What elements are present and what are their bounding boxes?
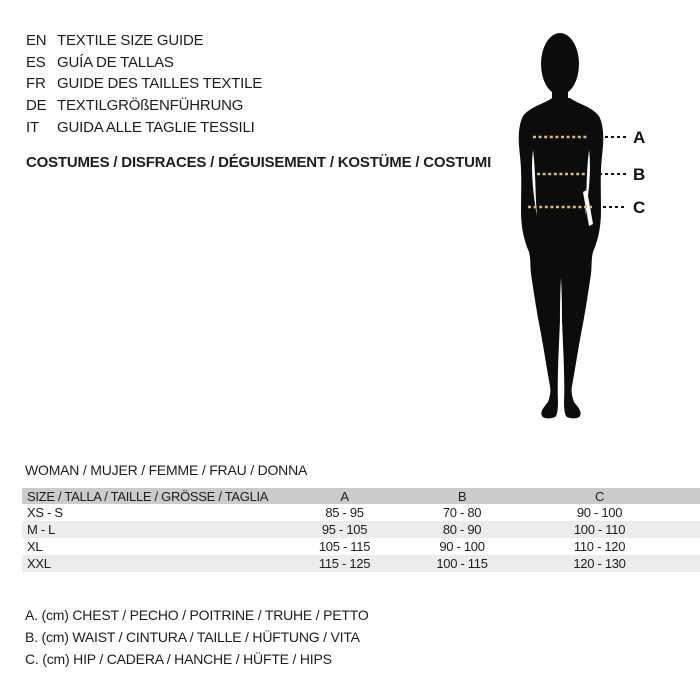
hip-range-cell: 90 - 100	[576, 505, 623, 520]
female-silhouette-figure	[513, 28, 693, 428]
hip-range-cell: 110 - 120	[573, 539, 626, 554]
marker-letter-b: B	[633, 165, 646, 184]
measurement-legend	[25, 604, 369, 670]
language-label: GUÍA DE TALLAS	[57, 53, 174, 71]
hip-range-cell: 120 - 130	[522, 555, 700, 572]
language-list	[26, 30, 262, 139]
language-row	[26, 117, 262, 139]
language-label: TEXTILE SIZE GUIDE	[57, 32, 204, 49]
marker-letter-c: C	[633, 198, 646, 217]
language-code: DE	[26, 97, 47, 115]
size-cell: XXL	[22, 555, 287, 572]
table-row	[22, 521, 700, 538]
size-cell: XS - S	[27, 505, 63, 520]
legend-line-waist: B. (cm) WAIST / CINTURA / TAILLE / HÜFTUNG / VITA	[25, 629, 360, 645]
size-cell: M - L	[22, 521, 287, 538]
language-row	[26, 30, 262, 52]
table-row	[22, 504, 700, 521]
waist-range-cell: 70 - 80	[442, 505, 482, 520]
chest-range-cell: 115 - 125	[287, 555, 402, 572]
language-row	[26, 73, 262, 95]
language-code: IT	[26, 118, 39, 136]
language-row	[26, 52, 262, 74]
size-table-col-b-header: B	[402, 488, 522, 504]
chest-range-cell: 95 - 105	[287, 521, 402, 538]
waist-range-cell: 100 - 115	[402, 555, 522, 572]
table-row	[22, 555, 700, 572]
marker-letter-a: A	[633, 128, 646, 147]
size-table-col-c-header: C	[522, 488, 700, 504]
legend-line-hip: C. (cm) HIP / CADERA / HANCHE / HÜFTE / HIPS	[25, 651, 332, 667]
hip-range-cell: 100 - 110	[522, 521, 700, 538]
chest-range-cell: 105 - 115	[318, 539, 371, 554]
language-label: GUIDE DES TAILLES TEXTILE	[57, 75, 263, 93]
size-table-header-row	[22, 488, 700, 504]
language-code: EN	[26, 32, 47, 49]
audience-title: WOMAN / MUJER / FEMME / FRAU / DONNA	[25, 462, 308, 478]
table-row	[22, 538, 700, 555]
language-label: TEXTILGRÖßENFÜHRUNG	[57, 97, 244, 115]
size-table-size-header: SIZE / TALLA / TAILLE / GRÖSSE / TAGLIA	[22, 488, 287, 504]
size-cell: XL	[27, 539, 43, 554]
size-table-col-a-header: A	[287, 488, 402, 504]
silhouette-body	[519, 98, 603, 418]
category-title: COSTUMES / DISFRACES / DÉGUISEMENT / KOSTÜME / COSTUMI	[26, 154, 492, 171]
legend-line-chest: A. (cm) CHEST / PECHO / POITRINE / TRUHE / PETTO	[25, 607, 369, 623]
language-code: ES	[26, 53, 46, 71]
waist-range-cell: 80 - 90	[402, 521, 522, 538]
size-table	[22, 488, 700, 572]
language-label: GUIDA ALLE TAGLIE TESSILI	[57, 118, 255, 136]
chest-range-cell: 85 - 95	[325, 505, 364, 520]
waist-range-cell: 90 - 100	[439, 539, 485, 554]
language-row	[26, 95, 262, 117]
silhouette-svg	[513, 28, 693, 428]
language-code: FR	[26, 75, 46, 93]
